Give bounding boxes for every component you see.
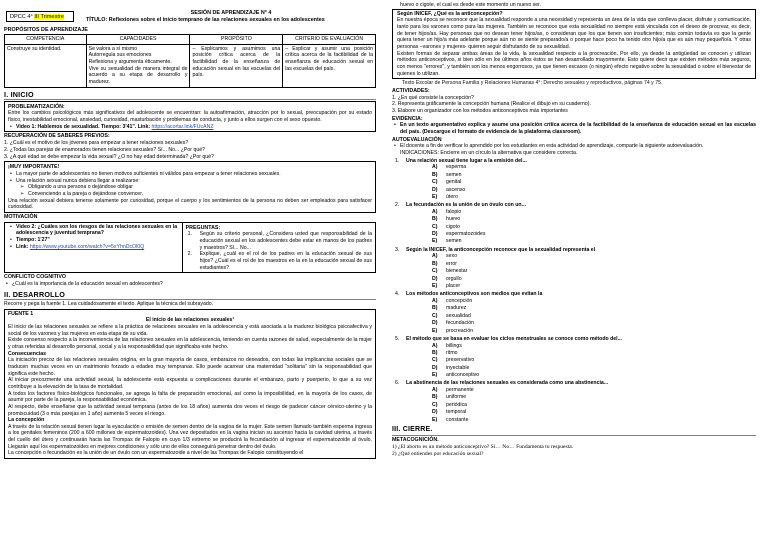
- bullet-icon: •: [394, 143, 396, 150]
- option-text: genital: [446, 179, 462, 186]
- option-text: falopio: [446, 208, 462, 215]
- tiempo-text: Tiempo: 1'27": [16, 236, 50, 243]
- option-letter: A): [432, 164, 438, 171]
- concepcion-label: La concepción: [8, 417, 45, 424]
- option-text: espermatozoides: [446, 231, 486, 238]
- cell-competencia: Construye su identidad.: [5, 44, 87, 87]
- question-text: El método que se basa en evaluar los ciclos menstruales se conoce como método del...: [406, 335, 622, 342]
- autoevaluacion-instructions: INDICACIONES: Encierre en un círculo la alternativa que considere correcta.: [400, 150, 578, 157]
- trimester-label: III Trimestre: [34, 14, 64, 20]
- answer-option[interactable]: [392, 276, 756, 283]
- question-row: [392, 158, 756, 165]
- video2-link[interactable]: https://www.youtube.com/watch?v=5xYhnDcOl0Q: [29, 243, 145, 250]
- question-number: 4.: [395, 291, 400, 298]
- metacognition-label: METACOGNICIÓN.: [392, 436, 439, 443]
- purposes-label: PROPÓSITOS DE APRENDIZAJE: [4, 27, 88, 33]
- option-text: fecundación: [446, 320, 474, 327]
- metacognition-item: 1) ¿El aborto es un método anticonceptivo? Sí… No… Fundamenta tu respuesta.: [392, 443, 574, 450]
- source-citation: Texto Escolar de Persona Familia y Relaciones Humanas 4°: Derecho sexuales y reproductivos, páginas 74 y 75.: [402, 80, 663, 87]
- problem-text: Entre los cambios psicológicos más significativos del adolescente se encuentran: la autoafirmación, atracción por lo sexual, preocupación por su estado físico, inestabilidad emocional, ansiedad, curiosidad, masturbación y problemas de conducta, y junto a ellos surgen con el sexo opuesto.: [8, 110, 372, 124]
- option-letter: C): [432, 401, 438, 408]
- anticoncepcion-box: [392, 9, 756, 80]
- question-row: [392, 380, 756, 387]
- option-text: ritmo: [446, 349, 458, 356]
- option-letter: D): [432, 231, 438, 238]
- important-closing: Una relación sexual debiera tenerse solamente por curiosidad, porque el cuerpo y los sentimientos de la persona no deben ser empleados para satisfacer curiosidad.: [8, 197, 372, 211]
- answer-option[interactable]: [392, 261, 756, 268]
- answer-option[interactable]: [392, 357, 756, 364]
- question-number: 5.: [395, 335, 400, 342]
- answer-option[interactable]: [392, 343, 756, 350]
- conflicto-text: ¿Cuál es la importancia de la educación sexual en adolescentes?: [12, 281, 163, 288]
- option-text: ascenso: [446, 186, 466, 193]
- question-row: [392, 291, 756, 298]
- pregunta-number: 2.: [187, 251, 192, 258]
- important-subitem-text: Convenciendo a la pareja o dejándose convencer.: [28, 190, 144, 197]
- desarrollo-heading: II. DESARROLLO: [4, 290, 376, 300]
- answer-option[interactable]: [392, 216, 756, 223]
- option-text: semen: [446, 238, 462, 245]
- option-letter: E): [432, 372, 438, 379]
- option-text: periódica: [446, 401, 468, 408]
- activities-label: ACTIVIDADES:: [392, 87, 430, 94]
- option-letter: B): [432, 349, 438, 356]
- option-text: cigoto: [446, 223, 460, 230]
- link-label: Link:: [16, 243, 30, 250]
- option-text: procreación: [446, 327, 474, 334]
- answer-option[interactable]: [392, 394, 756, 401]
- option-letter: E): [432, 282, 438, 289]
- bullet-icon: •: [10, 243, 12, 250]
- continuation-text: huevo o cigote, el cual es desde este momento un nuevo ser.: [400, 2, 542, 8]
- col-competencia: COMPETENCIA: [5, 34, 87, 44]
- quiz-question: [392, 247, 756, 291]
- bullet-icon: •: [394, 122, 396, 129]
- fuente-paragraph: Al iniciar precozmente una actividad sexual, la adolescente está expuesta a complicaciones durante el embarazo, parto y puerperio, lo que a su vez contribuye a la elevación de la tasa de mortalidad.: [8, 377, 372, 390]
- quiz-question: [392, 336, 756, 380]
- option-text: útero: [446, 193, 458, 200]
- conflicto-label: CONFLICTO COGNITIVO: [4, 274, 66, 281]
- answer-option[interactable]: [392, 194, 756, 201]
- saberes-label: RECUPERACIÓN DE SABERES PREVIOS:: [4, 133, 110, 140]
- answer-option[interactable]: [392, 365, 756, 372]
- option-text: inyectable: [446, 364, 470, 371]
- anticoncepcion-paragraph: Existen formas de separar ambas áreas de la vida, la sexualidad respecto a la procreación. Por ello, ya desde la antigüedad se conocen y utilizan métodos anticonceptivos, si bien sólo en los últimos años éstos se han desarrollado mayormente. Esto quiere decir que existen métodos más seguros, con menos "errores", y también son los menos engorrosos, ya que tienen escasos (o ningún) efecto negativo sobre la sexualidad o sobre el bienestar de quienes lo utilizan.: [397, 50, 751, 77]
- option-text: placer: [446, 282, 461, 289]
- pregunta-text: Según su criterio personal, ¿Considera usted que responsabilidad de la educación sexual en los adolescentes debe estar en manos de los padres y maestros? Sí... No...: [199, 231, 372, 251]
- link-item: [8, 244, 179, 251]
- problem-label: PROBLEMATIZACIÓN:: [8, 103, 65, 110]
- option-text: preservativo: [446, 357, 475, 364]
- question-text: Una relación sexual tiene lugar a la emisión del...: [406, 157, 527, 164]
- purposes-row: [5, 44, 376, 87]
- option-text: bienestar: [446, 268, 468, 275]
- fuente-title: El inicio de las relaciones sexuales¹: [145, 317, 235, 324]
- option-letter: A): [432, 298, 438, 305]
- cierre-heading: III. CIERRE.: [392, 426, 756, 436]
- metacognition-item: 2) ¿Qué entiendes por educación sexual?: [392, 450, 484, 457]
- session-title: TÍTULO: Reflexiones sobre el inicio temprano de las relaciones sexuales en los adolescentes: [86, 16, 325, 23]
- video2-text: Video 2: ¿Cuáles son los riesgos de las relaciones sexuales en la adolescencia y juventud temprana?: [16, 223, 178, 237]
- anticoncepcion-title: Según INICEF, ¿Qué es la anticoncepción?: [397, 10, 503, 17]
- answer-option[interactable]: [392, 402, 756, 409]
- option-text: madurez: [446, 305, 467, 312]
- option-letter: C): [432, 223, 438, 230]
- arrow-bullet-icon: ➢: [20, 184, 25, 191]
- fuente-paragraph: Existe consenso respecto a la inconveniencia de las relaciones sexuales en la adolescencia, teniendo en cuenta razones de salud, especialmente de la mujer y otras referidas al desarrollo personal, social y a la responsabilidad que significaba este hecho.: [8, 337, 372, 350]
- quiz-question: [392, 202, 756, 246]
- preguntas-col: [183, 223, 375, 273]
- session-header: [4, 6, 376, 26]
- pregunta-text: Explique, ¿cuál es el rol de los padres en la educación sexual de sus hijos? ¿Cuál es el rol de los maestros en la en la educación sexual de sus estudiantes?: [199, 251, 372, 271]
- question-text: Los métodos anticonceptivos son medios que evitan la: [406, 291, 543, 298]
- answer-option[interactable]: [392, 350, 756, 357]
- option-letter: E): [432, 416, 438, 423]
- fuente-paragraph: La concepción o fecundación es la unión de un óvulo con un espermatozoide a nivel de las Trompas de Falopio constituyendo el: [8, 450, 304, 457]
- option-letter: C): [432, 357, 438, 364]
- question-number: 6.: [395, 380, 400, 387]
- fuente-paragraph: A todos los factores físico-biológicos funcionales, se agrega la falta de preparación emocional, así como la imposibilidad, en la mayoría de los casos, de asumir por parte de la pareja, la responsabilidad económica.: [8, 390, 372, 404]
- option-letter: D): [432, 409, 438, 416]
- purposes-header-row: [5, 34, 376, 44]
- video1-link[interactable]: https://acortar.link/FUcANZ: [151, 123, 214, 130]
- fuente-paragraph: A través de la relación sexual tienen lugar la eyaculación o emisión de semen dentro de la vagina de la mujer. Este semen llamado también esperma ingresa a los genitales femeninos (200 a 600 millones de espermatozoides). Una vez depositados en la vagina inician su ascenso hacia la cavidad uterina, a través del cuello del útero y continuarán hacia las Trompas de Falopio en cuyo 1/3 extremo se producirá la fecundación al ingresar el espermatozoide al óvulo. Llegarán aquí los espermatozoides en mejores condiciones y sólo uno de ellos conseguirá penetrar dentro del óvulo.: [8, 423, 372, 450]
- tiempo-item: [8, 237, 179, 244]
- col-proposito: PROPÓSITO: [190, 34, 283, 44]
- answer-option[interactable]: [392, 417, 756, 424]
- question-row: [392, 202, 756, 209]
- option-letter: B): [432, 394, 438, 401]
- option-letter: B): [432, 171, 438, 178]
- evidence-item: [392, 122, 756, 135]
- important-block: [4, 161, 376, 213]
- question-number: 3.: [395, 246, 400, 253]
- answer-option[interactable]: [392, 283, 756, 290]
- col-criterio: CRITERIO DE EVALUACIÓN: [283, 34, 376, 44]
- fuente-paragraph: La iniciación precoz de las relaciones sexuales origina, en la gran mayoría de casos, embarazos no deseados, con todas las implicancias sociales que se traducen muchas veces en un matrimonio forzado a edades muy tempranas. Ello puede acarrear una maternidad "solitaria" sin la responsabilidad que significa este hecho.: [8, 357, 372, 377]
- important-item-text: La mayor parte de adolescentes no tienen motivos suficientes ni válidos para empezar a tener relaciones sexuales.: [16, 170, 281, 177]
- option-text: semen: [446, 171, 462, 178]
- saberes-item: 3. ¿A qué edad se debe empezar la vida sexual? ¿O no hay edad determinada? ¿Por qué?: [4, 153, 214, 160]
- answer-option[interactable]: [392, 305, 756, 312]
- right-page: [384, 0, 768, 543]
- cell-capacidades: Se valora a sí mismo Autorregula sus emociones Reflexiona y argumenta éticamente. Vive su sexualidad de manera integral de acuerdo a su etapa de desarrollo y madurez.: [86, 44, 190, 87]
- option-text: concepción: [446, 298, 473, 305]
- session-title-block: [86, 10, 346, 24]
- saberes-list: [4, 140, 376, 160]
- option-letter: D): [432, 275, 438, 282]
- answer-option[interactable]: [392, 238, 756, 245]
- arrow-bullet-icon: ➢: [20, 190, 25, 197]
- option-text: temporal: [446, 409, 467, 416]
- autoevaluacion-text: El docente a fin de verificar lo aprendido por los estudiantes en esta actividad de aprendizaje, comparte la siguiente autoevaluación.: [400, 143, 704, 150]
- answer-option[interactable]: [392, 313, 756, 320]
- bullet-icon: •: [6, 281, 8, 288]
- bullet-icon: •: [10, 123, 12, 130]
- important-item-text: Una relación sexual nunca debiera llegar a realizarse:: [16, 177, 140, 184]
- important-item: [8, 178, 372, 185]
- option-letter: A): [432, 253, 438, 260]
- option-letter: C): [432, 312, 438, 319]
- option-letter: C): [432, 179, 438, 186]
- option-letter: A): [432, 387, 438, 394]
- option-letter: E): [432, 193, 438, 200]
- answer-option[interactable]: [392, 298, 756, 305]
- cell-criterio: – Explicar y asumir una posición crítica acerca de la factibilidad de la enseñanza de educación sexual en las escuelas del país.: [283, 44, 376, 87]
- option-letter: E): [432, 327, 438, 334]
- question-text: La abstinencia de las relaciones sexuales es considerada como una abstinencia...: [406, 380, 609, 387]
- option-letter: C): [432, 268, 438, 275]
- video2-item: [8, 224, 179, 237]
- option-text: anticonceptivo: [446, 372, 480, 379]
- answer-option[interactable]: [392, 372, 756, 379]
- session-number: SESIÓN DE APRENDIZAJE N° 4: [190, 10, 272, 16]
- quiz: [392, 158, 756, 424]
- answer-option[interactable]: [392, 224, 756, 231]
- quiz-question: [392, 158, 756, 202]
- grade-label: DPCC 4°: [10, 14, 33, 20]
- consecuencias-label: Consecuencias: [8, 350, 47, 357]
- activity-item: 1. ¿En qué consiste la concepción?: [392, 94, 474, 101]
- grade-badge: [6, 11, 74, 22]
- option-letter: B): [432, 260, 438, 267]
- important-label: ¡MUY IMPORTANTE!: [8, 164, 60, 171]
- autoevaluacion-item: [392, 143, 756, 150]
- bullet-icon: •: [10, 236, 12, 243]
- col-capacidades: CAPACIDADES: [86, 34, 190, 44]
- question-text: La fecundación es la unión de un óvulo con un...: [406, 202, 526, 209]
- answer-option[interactable]: [392, 268, 756, 275]
- question-number: 1.: [395, 157, 400, 164]
- fuente-block: [4, 309, 376, 459]
- option-letter: E): [432, 238, 438, 245]
- quiz-question: [392, 380, 756, 424]
- evidence-label: EVIDENCIA:: [392, 115, 423, 122]
- important-subitem-text: Obligando a una persona o dejándose obligar: [28, 184, 133, 191]
- option-letter: B): [432, 216, 438, 223]
- answer-option[interactable]: [392, 179, 756, 186]
- answer-option[interactable]: [392, 387, 756, 394]
- answer-option[interactable]: [392, 209, 756, 216]
- video1-label: Video 1: Hablemos de sexualidad. Tiempo: 3'41". Link:: [16, 123, 152, 130]
- activity-item: 3. Elabore un organizador con los métodos anticonceptivos más importantes: [392, 107, 568, 114]
- option-text: permanente: [446, 387, 474, 394]
- quiz-question: [392, 291, 756, 335]
- option-text: constante: [446, 416, 469, 423]
- option-text: esperma: [446, 164, 467, 171]
- option-text: billings: [446, 342, 462, 349]
- motivacion-label: MOTIVACIÓN: [4, 213, 38, 220]
- option-letter: D): [432, 320, 438, 327]
- answer-option[interactable]: [392, 231, 756, 238]
- preguntas-label: PREGUNTAS:: [185, 224, 221, 231]
- important-item: [8, 171, 372, 178]
- motivacion-video-col: [5, 223, 183, 273]
- anticoncepcion-paragraph: En nuestra época se reconoce que la sexualidad responde a una necesidad y representa un área de la vida que conlleva placer, disfrute y comunicación, tanto para los varones como para las mujeres. También se reconoce que esta sexualidad no siempre está vinculada con el deseo de procrear, es decir, de tener hijos/as. Hay personas que no desean tener hijos/as, o consideran que los que tienen son insuficientes; más común todavía es que la gente quiera tener un hijo/a más adelante porque aún no se siente preparado/a o porque hace poco ha tenido otro hijo/a que es aún muy pequeño/a. Y otras personas –varones y mujeres- quieren seguir disfrutando de su sexualidad.: [397, 17, 751, 50]
- fuente-paragraph: Al respecto, debe enseñarse que la actividad sexual temprana (antes de los 18 años) aumenta dos veces el riesgo de padecer cáncer cérvico-uterino y la promiscuidad (3 o más parejas en 1 año) aumenta 5 veces el riesgo.: [8, 403, 372, 417]
- option-letter: D): [432, 186, 438, 193]
- cell-proposito: – Explicamos y asumimos una posición crítica acerca de la factibilidad de la enseñanza de educación sexual en las escuelas del país.: [190, 44, 283, 87]
- option-text: error: [446, 260, 457, 267]
- fuente-paragraph: El inicio de las relaciones sexuales se refiere a la práctica de relaciones sexuales en la adolescencia y está asociada a la madurez biológica psicoafectiva y social de los varones y las mujeres en esta etapa de su vida.: [8, 323, 372, 337]
- desarrollo-intro: Recorre y pega la fuente 1. Lea cuidadosamente el texto. Aplique la técnica del subrayado.: [4, 301, 214, 307]
- purposes-table: [4, 34, 376, 88]
- autoevaluacion-label: AUTOEVALUACIÓN: [392, 136, 442, 143]
- conflicto-item: [4, 281, 376, 288]
- question-number: 2.: [395, 202, 400, 209]
- option-text: sexualidad: [446, 312, 471, 319]
- pregunta-item: [186, 251, 372, 271]
- option-letter: B): [432, 305, 438, 312]
- important-subitem: [8, 184, 372, 191]
- inicio-heading: I. INICIO: [4, 90, 376, 100]
- saberes-item: 2. ¿Todas las parejas de enamorados tienen relaciones sexuales? Sí... No... ¿Por qué?: [4, 146, 205, 153]
- option-text: sexo: [446, 253, 457, 260]
- activity-item: 2. Representa gráficamente la concepción humana (Realice el dibujo en su cuaderno).: [392, 101, 591, 108]
- question-row: [392, 247, 756, 254]
- saberes-item: 1. ¿Cuál es el motivo de los jóvenes para empezar a tener relaciones sexuales?: [4, 140, 189, 147]
- option-text: orgullo: [446, 275, 462, 282]
- option-letter: A): [432, 342, 438, 349]
- answer-option[interactable]: [392, 187, 756, 194]
- option-letter: A): [432, 208, 438, 215]
- option-text: huevo: [446, 216, 461, 223]
- answer-option[interactable]: [392, 172, 756, 179]
- bullet-icon: •: [10, 170, 12, 177]
- answer-option[interactable]: [392, 409, 756, 416]
- evidence-text: En un texto argumentativo explica y asume una posición crítica acerca de la factibilidad de la enseñanza de educación sexual en las escuelas del país. (Descargue el formato de evidencia de la plataforma classroom).: [400, 122, 756, 136]
- bullet-icon: •: [10, 177, 12, 184]
- video1-item: [8, 124, 372, 131]
- answer-option[interactable]: [392, 320, 756, 327]
- bullet-icon: •: [10, 223, 12, 230]
- answer-option[interactable]: [392, 253, 756, 260]
- pregunta-number: 1.: [187, 231, 192, 238]
- important-subitem: [8, 191, 372, 198]
- question-row: [392, 336, 756, 343]
- option-text: uniforme: [446, 394, 467, 401]
- problematization-block: [4, 101, 376, 133]
- motivacion-block: [4, 222, 376, 274]
- pregunta-item: [186, 231, 372, 251]
- answer-option[interactable]: [392, 328, 756, 335]
- answer-option[interactable]: [392, 164, 756, 171]
- fuente-label: FUENTE 1: [8, 310, 34, 317]
- option-letter: D): [432, 364, 438, 371]
- question-text: Según la INICEF, la anticoncepción reconoce que la sexualidad representa el: [406, 246, 596, 253]
